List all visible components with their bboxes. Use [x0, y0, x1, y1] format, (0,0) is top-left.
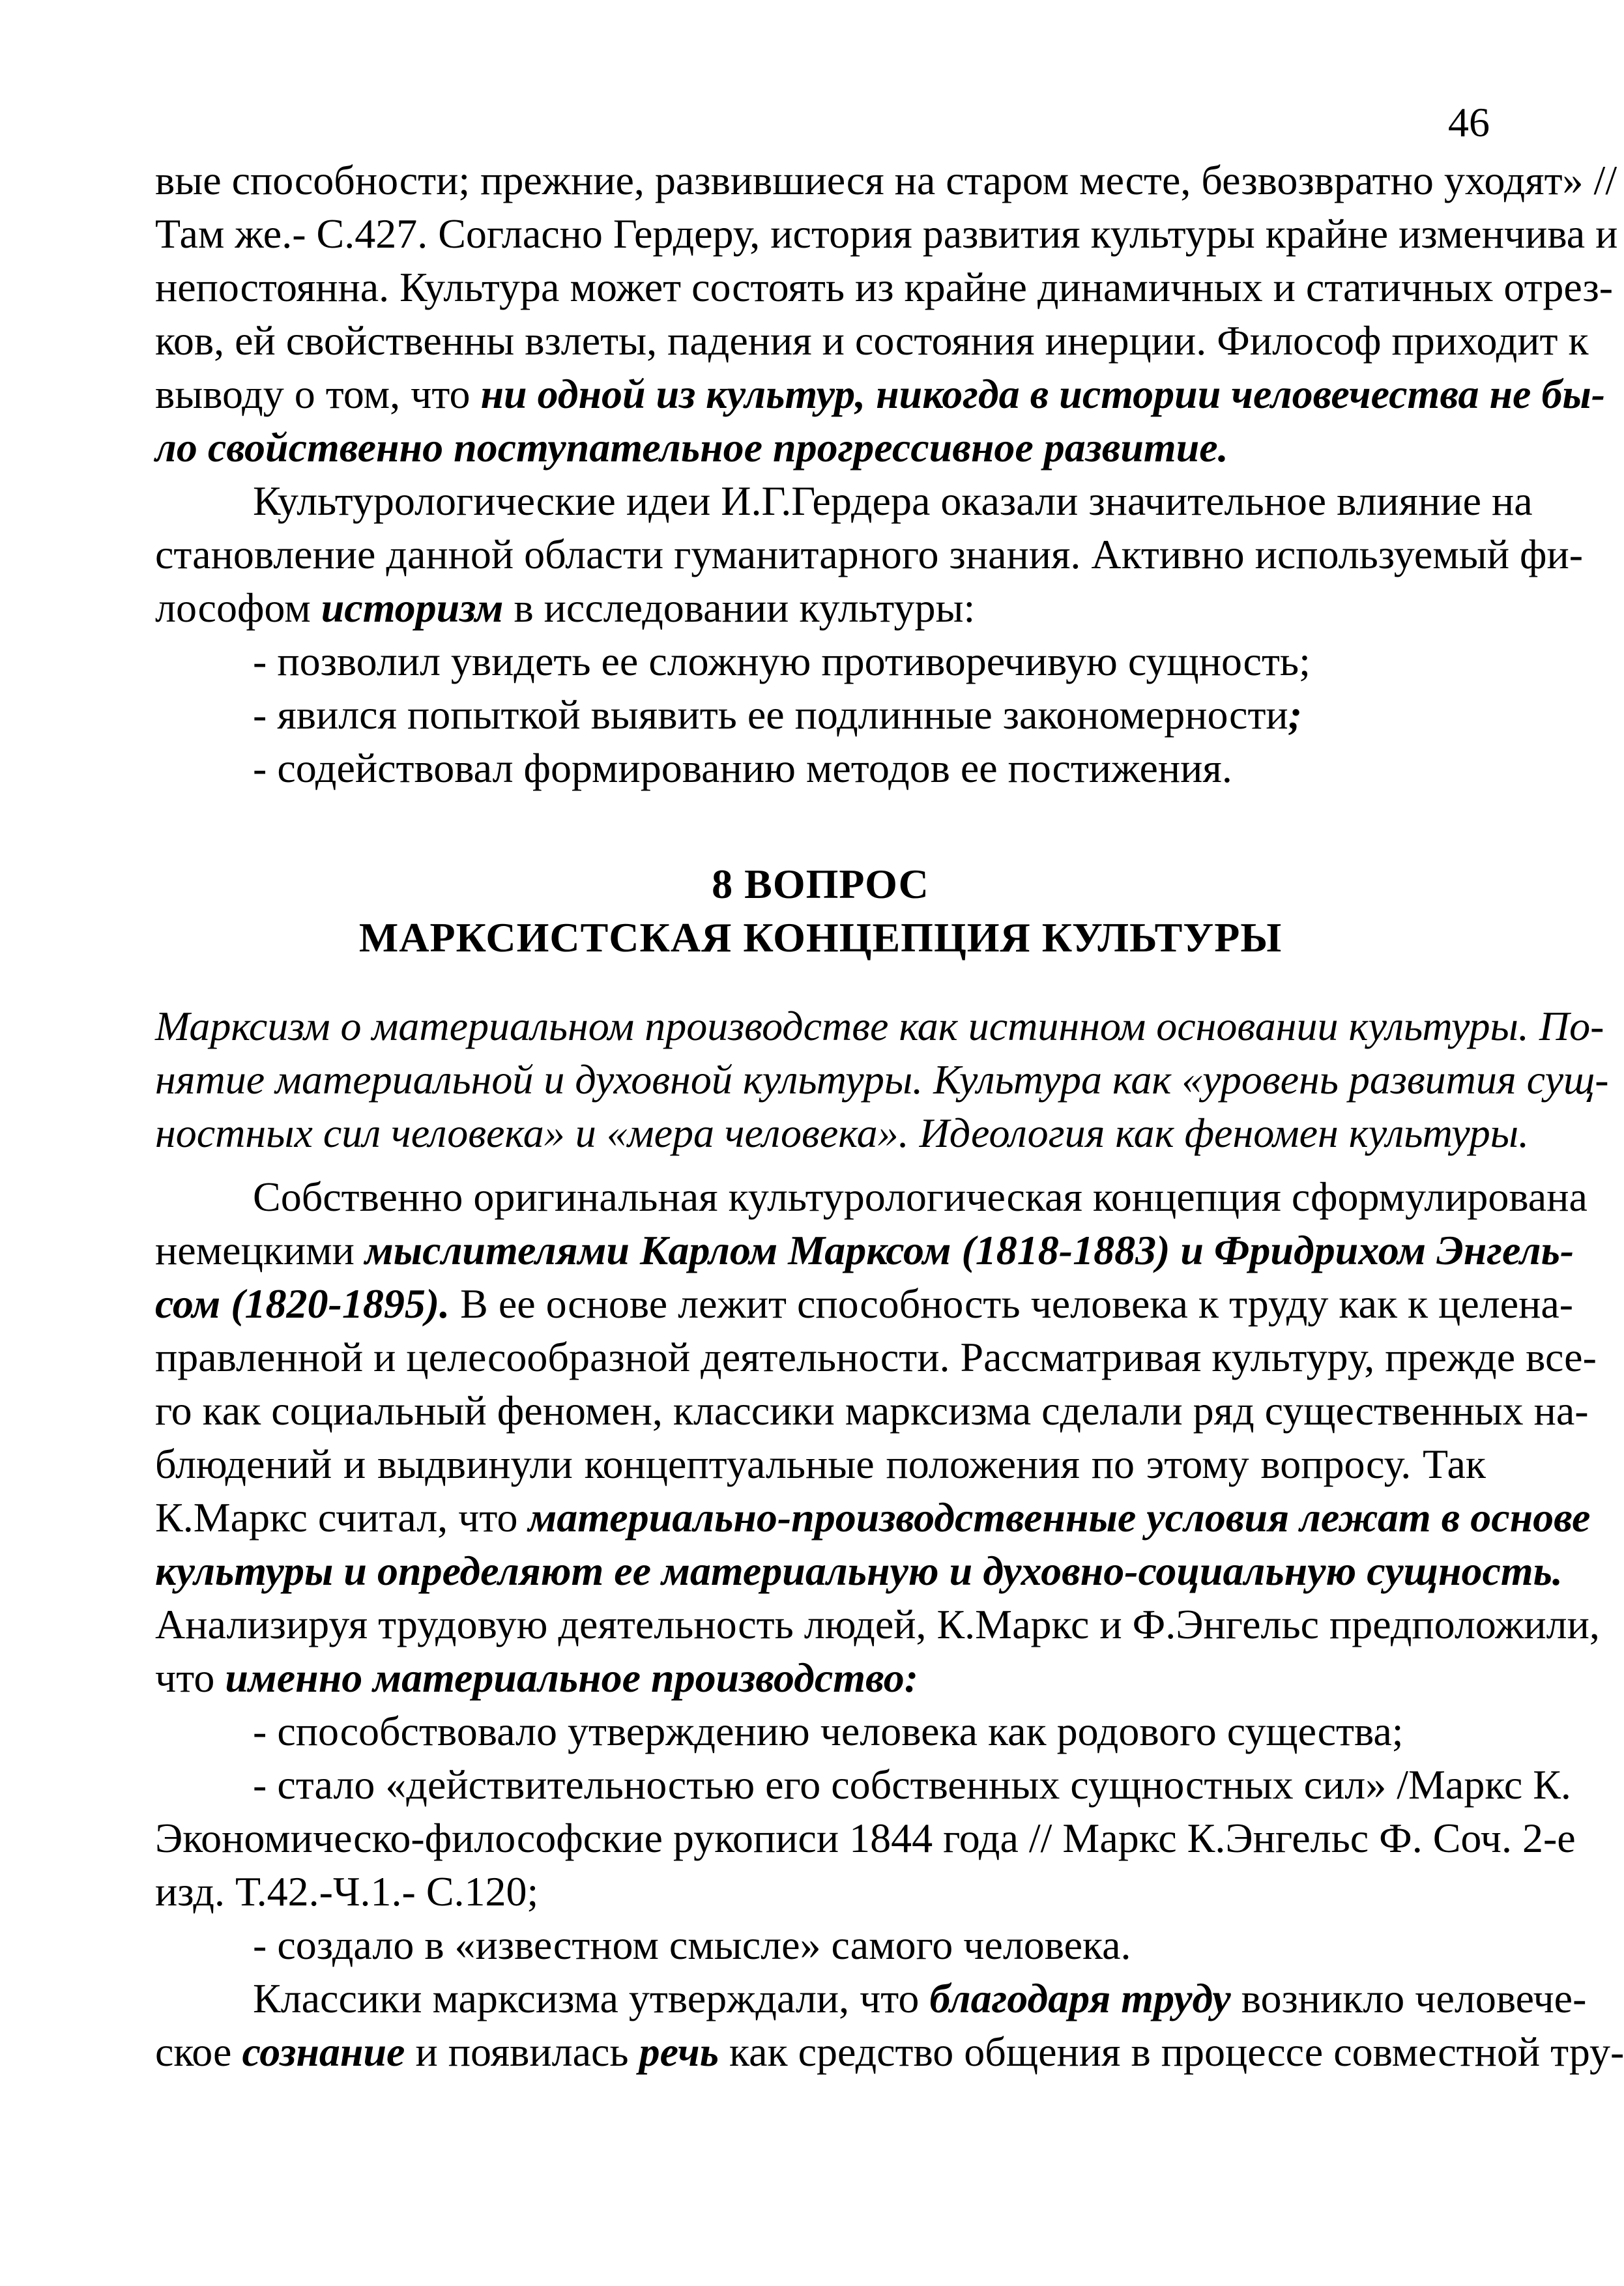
- emphasis-text: ;: [1288, 691, 1302, 738]
- emphasis-text: мыслителями Карлом Марксом (1818-1883) и Фридрихом Энгель-: [364, 1227, 1574, 1273]
- text-line: [155, 1224, 1574, 1277]
- text-line: го как социальный феномен, классики марксизма сделали ряд существенных на-: [155, 1387, 1589, 1434]
- emphasis-text: материально-производственные условия лежат в основе: [528, 1494, 1591, 1541]
- emphasis-text: сознание: [242, 2029, 405, 2075]
- text-line: непостоянна. Культура может состоять из крайне динамичных и статичных отрез-: [155, 264, 1614, 310]
- text-line: [155, 421, 1486, 474]
- text-run: что: [155, 1655, 225, 1701]
- text-run: Классики марксизма утверждали, что: [253, 1975, 930, 2021]
- emphasis-text: речь: [639, 2029, 719, 2075]
- list-item: - содействовал формированию методов ее постижения.: [253, 745, 1232, 791]
- emphasis-text: историзм: [321, 585, 504, 631]
- text-run: К.Маркс считал, что: [155, 1494, 529, 1541]
- emphasis-text: ни одной из культур, никогда в истории человечества не бы-: [480, 371, 1606, 417]
- list-item: [155, 688, 1486, 742]
- emphasis-text: сом (1820-1895).: [155, 1280, 450, 1327]
- text-line: [155, 581, 1486, 635]
- emphasis-text: благодаря труду: [929, 1975, 1231, 2021]
- text-line: [155, 368, 1606, 421]
- text-line: блюдений и выдвинули концептуальные положения по этому вопросу. Так: [155, 1441, 1486, 1487]
- text-line: становление данной области гуманитарного знания. Активно используемый фи-: [155, 531, 1584, 577]
- emphasis-text: именно материальное производство:: [225, 1655, 919, 1701]
- section-number: 8 ВОПРОС: [712, 861, 929, 907]
- text-run: возникло человече-: [1230, 1975, 1587, 2021]
- text-line: [155, 1491, 1591, 1544]
- section-title: МАРКСИСТСКАЯ КОНЦЕПЦИЯ КУЛЬТУРЫ: [358, 914, 1283, 961]
- text-run: и появилась: [405, 2029, 639, 2075]
- text-line: вые способности; прежние, развившиеся на старом месте, безвозвратно уходят» //: [155, 157, 1617, 203]
- list-item: - способствовало утверждению человека как родового существа;: [253, 1708, 1404, 1754]
- text-line: нятие материальной и духовной культуры. Культура как «уровень развития сущ-: [155, 1056, 1609, 1103]
- section-abstract: [155, 1000, 1609, 1160]
- text-line: Анализируя трудовую деятельность людей, К.Маркс и Ф.Энгельс предположили,: [155, 1601, 1600, 1647]
- text-line: [155, 1651, 1486, 1705]
- text-run: в исследовании культуры:: [503, 585, 976, 631]
- text-line: Собственно оригинальная культурологическая концепция сформулирована: [253, 1174, 1588, 1220]
- text-run: немецкими: [155, 1227, 365, 1273]
- list-item: - стало «действительностью его собственных сущностных сил» /Маркс К.: [253, 1761, 1571, 1808]
- paragraph-herder-conclusion: [155, 154, 1618, 474]
- text-line: ков, ей свойственны взлеты, падения и состояния инерции. Философ приходит к: [155, 317, 1589, 364]
- text-line: Культурологические идеи И.Г.Гердера оказали значительное влияние на: [253, 478, 1533, 524]
- paragraph-labor-consciousness: [155, 1972, 1624, 2079]
- paragraph-marx-concept: [155, 1170, 1600, 1705]
- list-historism: [155, 635, 1486, 795]
- text-line: ностных сил человека» и «мера человека». Идеология как феномен культуры.: [155, 1110, 1530, 1156]
- list-material-production: [155, 1705, 1576, 1972]
- text-line: [155, 1544, 1563, 1598]
- list-item: - создало в «известном смысле» самого человека.: [253, 1922, 1131, 1968]
- page-number: 46: [1448, 99, 1490, 145]
- text-line: [155, 1972, 1587, 2025]
- text-run: выводу о том, что: [155, 371, 481, 417]
- text-run: как средство общения в процессе совместной тру-: [718, 2029, 1624, 2075]
- text-run: ское: [155, 2029, 242, 2075]
- text-line: [155, 1277, 1574, 1331]
- text-run: лософом: [155, 585, 321, 631]
- text-line: правленной и целесообразной деятельности. Рассматривая культуру, прежде все-: [155, 1334, 1597, 1380]
- text-line: Марксизм о материальном производстве как истинном основании культуры. По-: [155, 1003, 1604, 1049]
- text-line: [155, 2025, 1624, 2079]
- text-line: изд. Т.42.-Ч.1.- С.120;: [155, 1868, 539, 1915]
- list-item: - позволил увидеть ее сложную противоречивую сущность;: [253, 638, 1311, 684]
- text-run: - явился попыткой выявить ее подлинные закономерности: [253, 691, 1288, 738]
- emphasis-text: культуры и определяют ее материальную и духовно-социальную сущность.: [155, 1548, 1563, 1594]
- emphasis-text: ло свойственно поступательное прогрессивное развитие.: [155, 424, 1228, 470]
- paragraph-herder-ideas: [155, 474, 1584, 635]
- text-line: Там же.- С.427. Согласно Гердеру, история развития культуры крайне изменчива и: [155, 210, 1618, 257]
- text-run: В ее основе лежит способность человека к труду как к целена-: [450, 1280, 1574, 1327]
- text-line: Экономическо-философские рукописи 1844 года // Маркс К.Энгельс Ф. Соч. 2-е: [155, 1815, 1576, 1861]
